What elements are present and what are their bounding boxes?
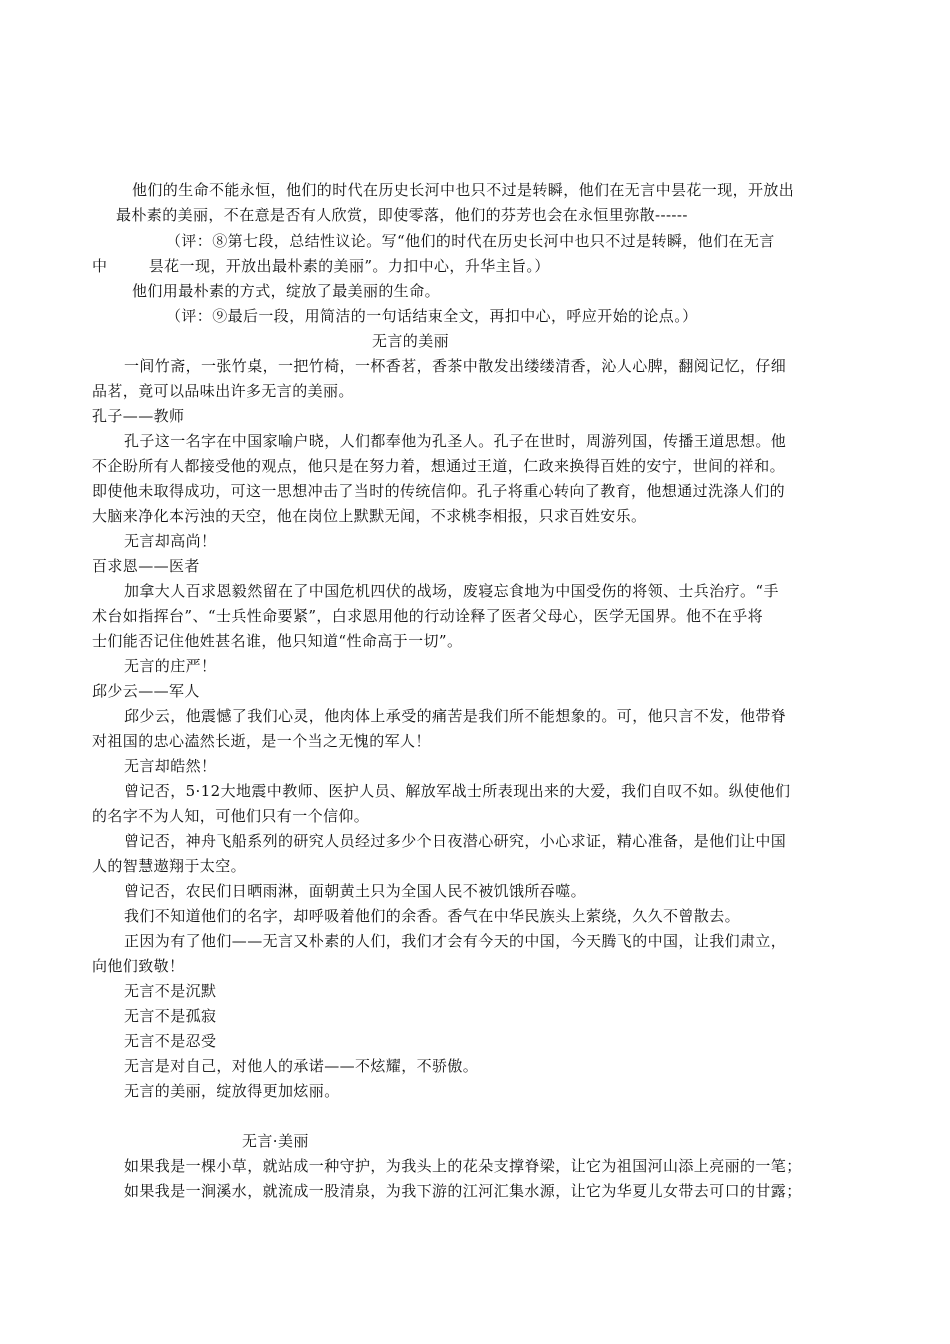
body-line: 人的智慧遨翔于太空。 [92, 857, 247, 875]
body-line: 曾记否，5·12大地震中教师、医护人员、解放军战士所表现出来的大爱，我们自叹不如。纵使他们 [124, 782, 791, 800]
body-line: 正因为有了他们——无言又朴素的人们，我们才会有今天的中国，今天腾飞的中国，让我们肃立， [124, 932, 787, 950]
essay-title: 无言·美丽 [242, 1132, 309, 1150]
body-line: 的名字不为人知，可他们只有一个信仰。 [92, 807, 370, 825]
body-line: 一间竹斋，一张竹桌，一把竹椅，一杯香茗，香茶中散发出缕缕清香，沁人心脾，翻阅记忆，仔细 [124, 357, 787, 375]
body-line: 他们用最朴素的方式，绽放了最美丽的生命。 [132, 282, 441, 300]
body-line: 对祖国的忠心溘然长逝，是一个当之无愧的军人！ [92, 732, 431, 750]
body-line: 如果我是一棵小草，就站成一种守护，为我头上的花朵支撑脊梁，让它为祖国河山添上亮丽的一笔； [124, 1157, 802, 1175]
body-line: 曾记否，农民们日晒雨淋，面朝黄土只为全国人民不被饥饿所吞噬。 [124, 882, 587, 900]
body-line: 即使他未取得成功，可这一思想冲击了当时的传统信仰。孔子将重心转向了教育，他想通过洗涤人们的 [92, 482, 786, 500]
body-line: 无言的美丽，绽放得更加炫丽。 [124, 1082, 340, 1100]
section-heading: 邱少云——军人 [92, 682, 200, 700]
essay-title: 无言的美丽 [372, 332, 450, 350]
body-line: 术台如指挥台”、“士兵性命要紧”，白求恩用他的行动诠释了医者父母心，医学无国界。他不在乎将 [92, 607, 764, 625]
body-line: 向他们致敬！ [92, 957, 185, 975]
body-line: 士们能否记住他姓甚名谁，他只知道“性命高于一切”。 [92, 632, 463, 650]
body-line: 邱少云，他震憾了我们心灵，他肉体上承受的痛苦是我们所不能想象的。可，他只言不发，他带脊 [124, 707, 787, 725]
body-line: 无言不是孤寂 [124, 1007, 217, 1025]
comment-line: 中 昙花一现，开放出最朴素的美丽”。力扣中心，升华主旨。） [92, 257, 550, 275]
body-line: 曾记否，神舟飞船系列的研究人员经过多少个日夜潜心研究，小心求证，精心准备，是他们让中国 [124, 832, 787, 850]
body-line: 如果我是一涧溪水，就流成一股清泉，为我下游的江河汇集水源，让它为华夏儿女带去可口的甘露； [124, 1182, 802, 1200]
body-line: 无言却皓然！ [124, 757, 217, 775]
body-line: 不企盼所有人都接受他的观点，他只是在努力着，想通过王道，仁政来换得百姓的安宁，世间的祥和。 [92, 457, 786, 475]
body-line: 品茗，竟可以品味出许多无言的美丽。 [92, 382, 354, 400]
body-line: 他们的生命不能永恒，他们的时代在历史长河中也只不过是转瞬，他们在无言中昙花一现，开放出 [132, 181, 795, 199]
body-line: 无言不是忍受 [124, 1032, 217, 1050]
comment-line: （评：⑧第七段，总结性议论。写“他们的时代在历史长河中也只不过是转瞬，他们在无言 [166, 232, 775, 250]
body-line: 无言的庄严！ [124, 657, 217, 675]
body-line: 孔子这一名字在中国家喻户晓，人们都奉他为孔圣人。孔子在世时，周游列国，传播王道思想。他 [124, 432, 787, 450]
body-line: 无言不是沉默 [124, 982, 217, 1000]
section-heading: 孔子——教师 [92, 407, 185, 425]
body-line: 大脑来净化本污浊的天空，他在岗位上默默无闻，不求桃李相报，只求百姓安乐。 [92, 507, 647, 525]
body-line: 我们不知道他们的名字，却呼吸着他们的余香。香气在中华民族头上萦绕，久久不曾散去。 [124, 907, 741, 925]
comment-line: （评：⑨最后一段，用简洁的一句话结束全文，再扣中心，呼应开始的论点。） [166, 307, 698, 325]
body-line: 无言却高尚！ [124, 532, 217, 550]
body-line: 加拿大人百求恩毅然留在了中国危机四伏的战场，废寝忘食地为中国受伤的将领、士兵治疗。“手 [124, 582, 779, 600]
section-heading: 百求恩——医者 [92, 557, 200, 575]
body-line: 无言是对自己，对他人的承诺——不炫耀，不骄傲。 [124, 1057, 479, 1075]
body-line: 最朴素的美丽，不在意是否有人欣赏，即使零落，他们的芬芳也会在永恒里弥散------ [116, 206, 688, 224]
